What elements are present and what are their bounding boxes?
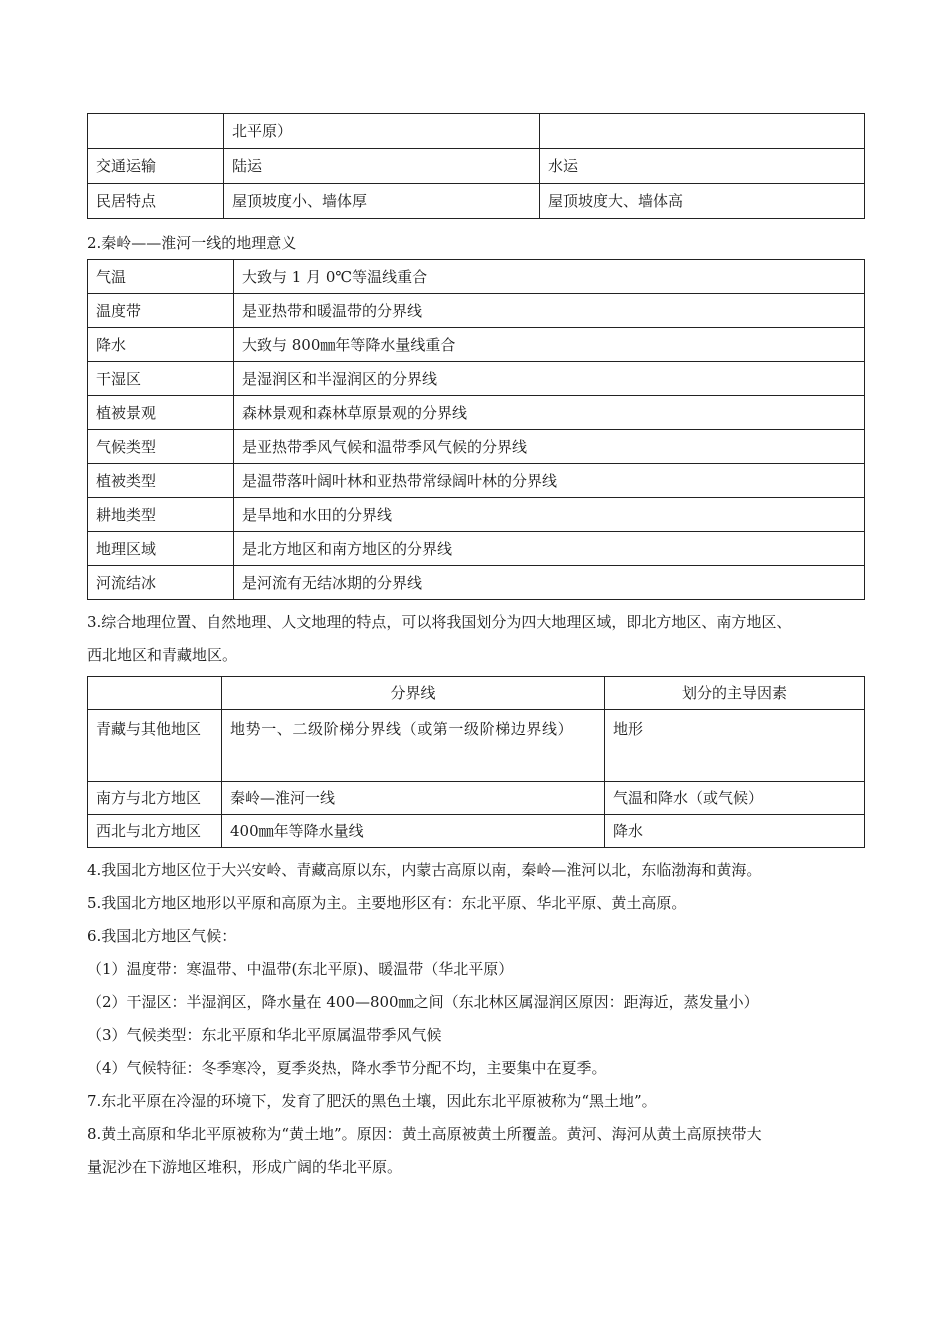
table-cell: 气温和降水（或气候） bbox=[605, 782, 865, 815]
table-cell: 大致与 1 月 0℃等温线重合 bbox=[234, 260, 865, 294]
body-text bbox=[87, 854, 864, 1184]
paragraph: 4.我国北方地区位于大兴安岭、青藏高原以东，内蒙古高原以南，秦岭—淮河以北，东临渤海和黄海。 bbox=[87, 861, 762, 879]
table-cell: 温度带 bbox=[88, 294, 234, 328]
region-division-table bbox=[87, 676, 865, 848]
table-cell: 南方与北方地区 bbox=[88, 782, 222, 815]
table-cell: 是温带落叶阔叶林和亚热带常绿阔叶林的分界线 bbox=[234, 464, 865, 498]
table-cell bbox=[88, 114, 224, 149]
table-cell bbox=[540, 114, 865, 149]
table-row bbox=[88, 396, 865, 430]
paragraph-line: 量泥沙在下游地区堆积，形成广阔的华北平原。 bbox=[87, 1158, 403, 1176]
paragraph: 6.我国北方地区气候： bbox=[87, 927, 237, 945]
paragraph: 7.东北平原在冷湿的环境下，发育了肥沃的黑色土壤，因此东北平原被称为“黑土地”。 bbox=[87, 1092, 657, 1110]
table-row bbox=[88, 362, 865, 396]
table-row bbox=[88, 815, 865, 848]
section-heading: 2.秦岭——淮河一线的地理意义 bbox=[87, 234, 297, 252]
table-row bbox=[88, 532, 865, 566]
table-cell: 北平原） bbox=[224, 114, 540, 149]
table-row bbox=[88, 328, 865, 362]
table-cell: 植被类型 bbox=[88, 464, 234, 498]
table-cell: 气候类型 bbox=[88, 430, 234, 464]
list-item: （3）气候类型：东北平原和华北平原属温带季风气候 bbox=[87, 1026, 442, 1044]
table-cell: 地理区域 bbox=[88, 532, 234, 566]
table-cell: 是北方地区和南方地区的分界线 bbox=[234, 532, 865, 566]
table-cell: 西北与北方地区 bbox=[88, 815, 222, 848]
table-cell: 是湿润区和半湿润区的分界线 bbox=[234, 362, 865, 396]
table-cell: 植被景观 bbox=[88, 396, 234, 430]
table-cell: 秦岭—淮河一线 bbox=[222, 782, 605, 815]
table-cell: 耕地类型 bbox=[88, 498, 234, 532]
table-cell: 400㎜年等降水量线 bbox=[222, 815, 605, 848]
table-row bbox=[88, 184, 865, 219]
table-cell: 水运 bbox=[540, 149, 865, 184]
table-cell: 是亚热带和暖温带的分界线 bbox=[234, 294, 865, 328]
table-header-cell bbox=[88, 677, 222, 710]
table-row bbox=[88, 149, 865, 184]
table-cell: 是旱地和水田的分界线 bbox=[234, 498, 865, 532]
paragraph: 5.我国北方地区地形以平原和高原为主。主要地形区有：东北平原、华北平原、黄土高原。 bbox=[87, 894, 687, 912]
table-cell: 地势一、二级阶梯分界线（或第一级阶梯边界线） bbox=[222, 710, 605, 782]
qinling-huaihe-table bbox=[87, 259, 865, 600]
paragraph-line: 西北地区和青藏地区。 bbox=[87, 646, 238, 664]
document-page bbox=[87, 113, 864, 1184]
table-header-cell: 分界线 bbox=[222, 677, 605, 710]
table-cell: 是河流有无结冰期的分界线 bbox=[234, 566, 865, 600]
table-row bbox=[88, 114, 865, 149]
table-row bbox=[88, 498, 865, 532]
table-cell: 是亚热带季风气候和温带季风气候的分界线 bbox=[234, 430, 865, 464]
table-cell: 屋顶坡度大、墙体高 bbox=[540, 184, 865, 219]
comparison-table-continued bbox=[87, 113, 865, 219]
table-cell: 民居特点 bbox=[88, 184, 224, 219]
table-row bbox=[88, 260, 865, 294]
paragraph-line: 3.综合地理位置、自然地理、人文地理的特点，可以将我国划分为四大地理区域，即北方地区、南方地区、 bbox=[87, 613, 792, 631]
table-cell: 大致与 800㎜年等降水量线重合 bbox=[234, 328, 865, 362]
table-header-row bbox=[88, 677, 865, 710]
table-row bbox=[88, 464, 865, 498]
table-cell: 森林景观和森林草原景观的分界线 bbox=[234, 396, 865, 430]
list-item: （4）气候特征：冬季寒冷，夏季炎热，降水季节分配不均，主要集中在夏季。 bbox=[87, 1059, 607, 1077]
table-header-cell: 划分的主导因素 bbox=[605, 677, 865, 710]
table-cell: 气温 bbox=[88, 260, 234, 294]
table-row bbox=[88, 566, 865, 600]
table-cell: 交通运输 bbox=[88, 149, 224, 184]
table-cell: 干湿区 bbox=[88, 362, 234, 396]
table-cell: 降水 bbox=[605, 815, 865, 848]
table-cell: 青藏与其他地区 bbox=[88, 710, 222, 782]
section-3-intro bbox=[87, 606, 864, 672]
table-row bbox=[88, 782, 865, 815]
paragraph-line: 8.黄土高原和华北平原被称为“黄土地”。原因：黄土高原被黄土所覆盖。黄河、海河从黄土高原挟带大 bbox=[87, 1125, 762, 1143]
list-item: （1）温度带：寒温带、中温带(东北平原)、暖温带（华北平原） bbox=[87, 960, 514, 978]
table-cell: 屋顶坡度小、墙体厚 bbox=[224, 184, 540, 219]
table-cell: 陆运 bbox=[224, 149, 540, 184]
table-cell: 地形 bbox=[605, 710, 865, 782]
table-cell: 降水 bbox=[88, 328, 234, 362]
list-item: （2）干湿区：半湿润区，降水量在 400—800㎜之间（东北林区属湿润区原因：距海近，蒸发量小） bbox=[87, 993, 759, 1011]
table-cell: 河流结冰 bbox=[88, 566, 234, 600]
table-row bbox=[88, 294, 865, 328]
table-row bbox=[88, 710, 865, 782]
table-row bbox=[88, 430, 865, 464]
